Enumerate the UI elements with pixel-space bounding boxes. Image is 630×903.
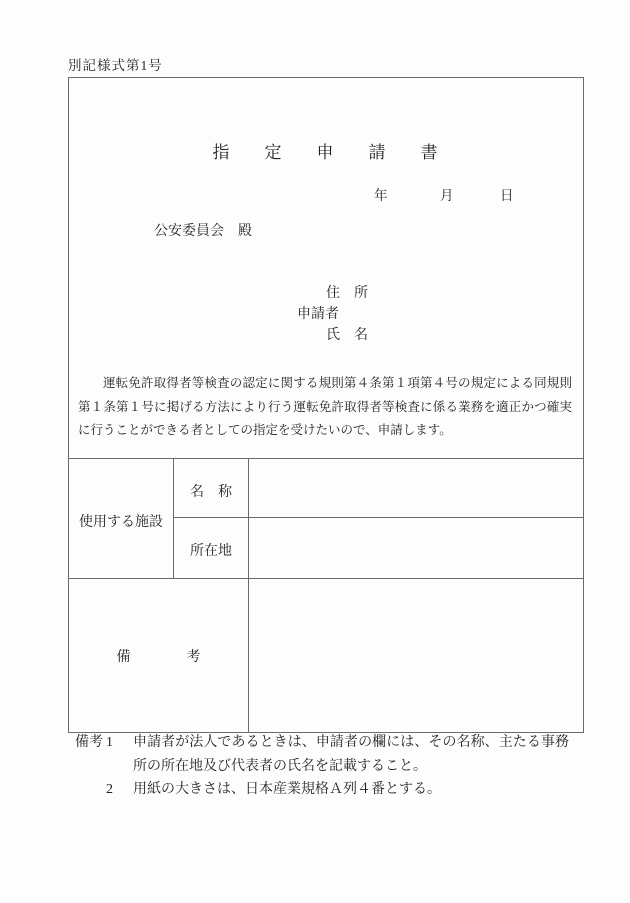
- remarks-field: [249, 579, 582, 731]
- addressee-line: 公安委員会 殿: [154, 224, 252, 239]
- note-item: [75, 778, 569, 802]
- facility-name-field: [249, 459, 582, 516]
- form-number-label: 別記様式第1号: [68, 58, 163, 73]
- notes-heading: 備考: [75, 735, 103, 750]
- footer-notes: [75, 731, 569, 802]
- applicant-address-label: 住 所: [326, 286, 368, 301]
- note-item: [75, 731, 569, 778]
- facility-column-divider: [173, 458, 174, 578]
- note-1-text: 申請者が法人であるときは、申請者の欄には、その名称、主たる事務所の所在地及び代表者の氏名を記載すること。: [133, 735, 569, 774]
- notes-heading-spacer: [75, 778, 106, 802]
- remarks-label: 備 考: [116, 650, 201, 665]
- date-day-label: 日: [500, 188, 514, 203]
- facility-section-label: 使用する施設: [79, 515, 163, 530]
- date-year-label: 年: [374, 188, 388, 203]
- note-2-text: 用紙の大きさは、日本産業規格Ａ列４番とする。: [133, 782, 441, 797]
- date-month-label: 月: [440, 188, 454, 203]
- facility-name-label: 名 称: [190, 485, 232, 500]
- application-statement: 運転免許取得者等検査の認定に関する規則第４条第１項第４号の規定による同規則第１条第１号に掲げる方法により行う運転免許取得者等検査に係る業務を適正かつ確実に行うことができる者としての指定を受けたいので、申請します。: [78, 376, 572, 437]
- applicant-name-label: 氏 名: [326, 328, 368, 343]
- facility-location-field: [249, 518, 582, 577]
- note-2-number: 2: [106, 782, 113, 797]
- facility-location-label: 所在地: [190, 544, 232, 559]
- applicant-label: 申請者: [297, 307, 339, 322]
- note-1-number: 1: [106, 735, 113, 750]
- form-title: 指 定 申 請 書: [212, 143, 447, 162]
